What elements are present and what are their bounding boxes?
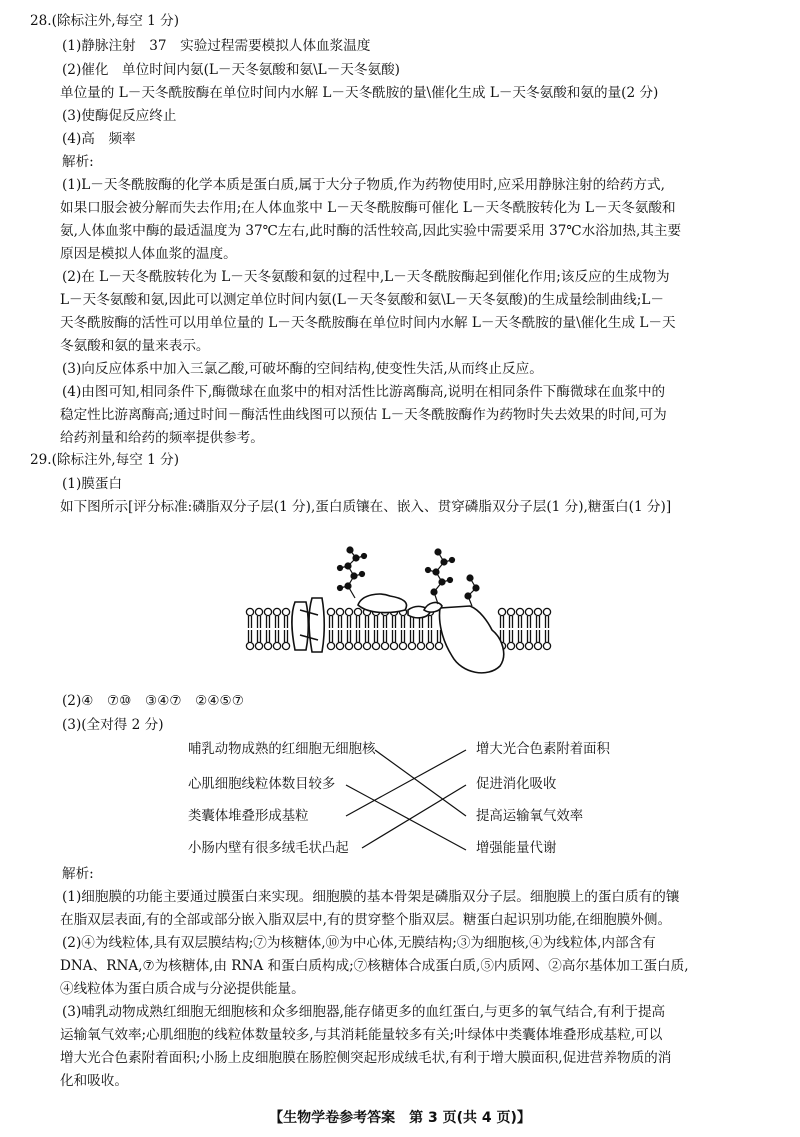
q29-explanation-2-line: (2)④为线粒体,具有双层膜结构;⑦为核糖体,⑩为中心体,无膜结构;③为细胞核,④为线粒体,内部含有 — [62, 935, 656, 951]
q29-explanation-2-line: DNA、RNA,⑦为核糖体,由 RNA 和蛋白质构成;⑦核糖体合成蛋白质,⑤内质网、②高尔基体加工蛋白质, — [60, 958, 689, 974]
matching-lines — [0, 730, 800, 870]
q29-explanation-1-line: 在脂双层表面,有的全部或部分嵌入脂双层中,有的贯穿整个脂双层。糖蛋白起识别功能,在细胞膜外侧。 — [60, 912, 672, 928]
match-right-item: 促进消化吸收 — [476, 777, 557, 792]
q28-answer-4: (4)高 频率 — [62, 131, 136, 147]
transmembrane-protein — [424, 603, 504, 673]
page-footer: 【生物学卷参考答案 第 3 页(共 4 页)】 — [269, 1110, 531, 1126]
q28-explanation-2-line: 冬氨酸和氨的量来表示。 — [60, 338, 210, 354]
match-line — [362, 785, 466, 848]
q28-explanation-2-line: L－天冬氨酸和氨,因此可以测定单位时间内氨(L－天冬氨酸和氨\L－天冬氨酸)的生成量绘制曲线;L－ — [60, 292, 664, 308]
q29-explanation-3-line: 运输氧气效率;心肌细胞的线粒体数量较多,与其消耗能量较多有关;叶绿体中类囊体堆叠形成基粒,可以 — [60, 1027, 663, 1043]
match-right-item: 增大光合色素附着面积 — [476, 742, 610, 757]
q28-explanation-1-line: 氨,人体血浆中酶的最适温度为 37℃左右,此时酶的活性较高,因此实验中需要采用 37℃水浴加热,其主要 — [60, 223, 682, 239]
q28-explanation-4-line: 稳定性比游离酶高;通过时间－酶活性曲线图可以预估 L－天冬酰胺酶作为药物时失去效果的时间,可为 — [60, 407, 667, 423]
peripheral-protein — [358, 594, 430, 618]
match-left-item: 类囊体堆叠形成基粒 — [188, 809, 309, 824]
q28-explanation-2-line: (2)在 L－天冬酰胺转化为 L－天冬氨酸和氨的过程中,L－天冬酰胺酶起到催化作用;该反应的生成物为 — [62, 269, 670, 285]
q28-explanation-4-line: 给药剂量和给药的频率提供参考。 — [60, 430, 264, 446]
q29-explanation-1-line: (1)细胞膜的功能主要通过膜蛋白来实现。细胞膜的基本骨架是磷脂双分子层。细胞膜上的蛋白质有的镶 — [62, 889, 680, 905]
match-line — [346, 750, 466, 816]
q28-analysis-label: 解析: — [62, 154, 94, 170]
glycoprotein-chain — [426, 549, 480, 606]
q28-explanation-1-line: (1)L－天冬酰胺酶的化学本质是蛋白质,属于大分子物质,作为药物使用时,应采用静脉注射的给药方式, — [62, 177, 665, 193]
cell-membrane-diagram — [240, 540, 560, 690]
q29-header: 29.(除标注外,每空 1 分) — [30, 452, 179, 468]
q29-answer-3: (3)(全对得 2 分) — [62, 717, 164, 733]
match-right-item: 增强能量代谢 — [476, 841, 557, 856]
glycoprotein-chain — [338, 547, 367, 598]
match-left-item: 心肌细胞线粒体数目较多 — [188, 777, 336, 792]
q28-answer-2b: 单位量的 L－天冬酰胺酶在单位时间内水解 L－天冬酰胺的量\催化生成 L－天冬氨酸和氨的量(2 分) — [60, 85, 659, 101]
q29-explanation-2-line: ④线粒体为蛋白质合成与分泌提供能量。 — [60, 981, 305, 997]
q28-explanation-4-line: (4)由图可知,相同条件下,酶微球在血浆中的相对活性比游离酶高,说明在相同条件下酶微球在血浆中的 — [62, 384, 666, 400]
q28-explanation-2-line: 天冬酰胺酶的活性可以用单位量的 L－天冬酰胺酶在单位时间内水解 L－天冬酰胺的量\催化生成 L－天 — [60, 315, 676, 331]
q29-explanation-3-line: 化和吸收。 — [60, 1073, 128, 1089]
q29-analysis-label: 解析: — [62, 866, 94, 882]
match-right-item: 提高运输氧气效率 — [476, 809, 584, 824]
match-line — [375, 750, 466, 816]
q29-answer-2: (2)④ ⑦⑩ ③④⑦ ②④⑤⑦ — [62, 693, 244, 709]
q29-explanation-3-line: 增大光合色素附着面积;小肠上皮细胞膜在肠腔侧突起形成绒毛状,有利于增大膜面积,促进营养物质的消 — [60, 1050, 672, 1066]
match-line — [346, 785, 466, 850]
match-left-item: 哺乳动物成熟的红细胞无细胞核 — [188, 742, 376, 757]
q29-answer-1b: 如下图所示[评分标准:磷脂双分子层(1 分),蛋白质镶在、嵌入、贯穿磷脂双分子层(1 分),糖蛋白(1 分)] — [60, 499, 672, 515]
q29-explanation-3-line: (3)哺乳动物成熟红细胞无细胞核和众多细胞器,能存储更多的血红蛋白,与更多的氧气结合,有利于提高 — [62, 1004, 666, 1020]
match-left-item: 小肠内壁有很多绒毛状凸起 — [188, 841, 349, 856]
q28-explanation-3-line: (3)向反应体系中加入三氯乙酸,可破坏酶的空间结构,使变性失活,从而终止反应。 — [62, 361, 543, 377]
q28-answer-2: (2)催化 单位时间内氨(L－天冬氨酸和氨\L－天冬氨酸) — [62, 62, 400, 78]
q28-answer-3: (3)使酶促反应终止 — [62, 108, 177, 124]
q28-explanation-1-line: 如果口服会被分解而失去作用;在人体血浆中 L－天冬酰胺酶可催化 L－天冬酰胺转化为 L－天冬氨酸和 — [60, 200, 676, 216]
q28-header: 28.(除标注外,每空 1 分) — [30, 13, 179, 29]
q29-answer-1: (1)膜蛋白 — [62, 476, 123, 492]
channel-protein — [292, 598, 324, 652]
q28-answer-1: (1)静脉注射 37 实验过程需要模拟人体血浆温度 — [62, 38, 371, 54]
q28-explanation-1-line: 原因是模拟人体血浆的温度。 — [60, 246, 237, 262]
